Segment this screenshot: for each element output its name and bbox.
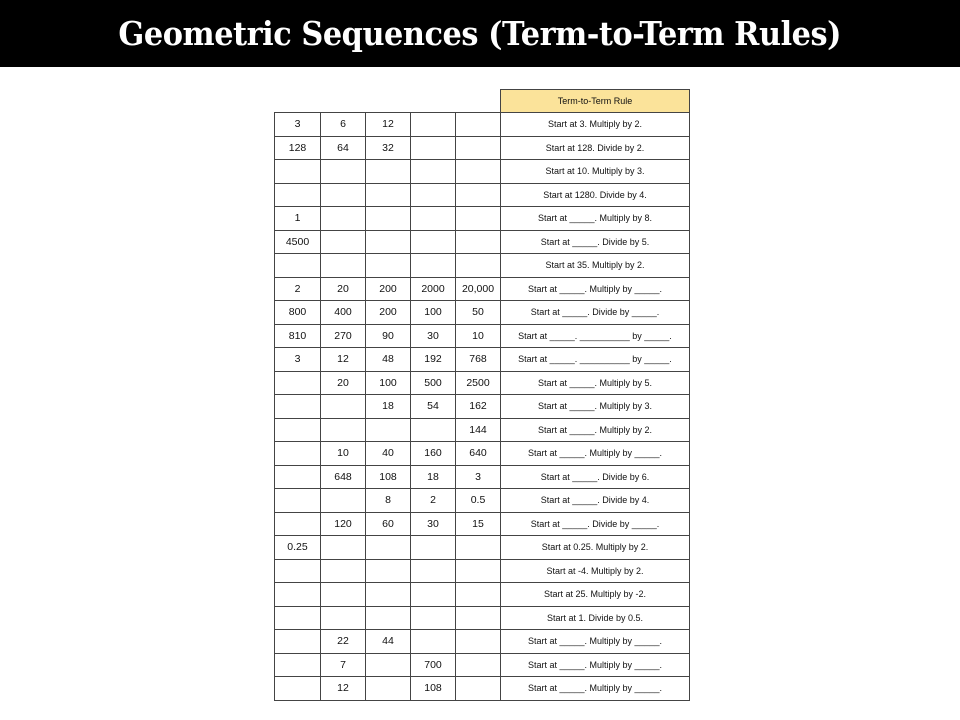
term-cell-2[interactable] [321, 583, 366, 607]
term-cell-2[interactable] [321, 254, 366, 278]
table-row [275, 653, 690, 677]
term-cell-4[interactable] [411, 136, 456, 160]
term-cell-3[interactable] [366, 653, 411, 677]
term-cell-1[interactable] [275, 653, 321, 677]
term-cell-4[interactable]: 54 [411, 395, 456, 419]
table-row [275, 348, 690, 372]
term-cell-1[interactable]: 810 [275, 324, 321, 348]
rule-cell[interactable]: Start at _____. Multiply by _____. [501, 277, 690, 301]
header-row [275, 90, 690, 113]
term-cell-3[interactable]: 48 [366, 348, 411, 372]
term-cell-5[interactable]: 50 [456, 301, 501, 325]
term-cell-4[interactable]: 192 [411, 348, 456, 372]
term-cell-3[interactable]: 12 [366, 113, 411, 137]
rule-cell[interactable]: Start at 3. Multiply by 2. [501, 113, 690, 137]
term-cell-1[interactable]: 1 [275, 207, 321, 231]
rule-cell[interactable]: Start at 10. Multiply by 3. [501, 160, 690, 184]
term-cell-5[interactable] [456, 630, 501, 654]
term-cell-1[interactable]: 0.25 [275, 536, 321, 560]
title-bar [0, 0, 960, 67]
term-cell-4[interactable]: 18 [411, 465, 456, 489]
term-cell-5[interactable]: 144 [456, 418, 501, 442]
term-cell-1[interactable] [275, 489, 321, 513]
term-cell-3[interactable]: 108 [366, 465, 411, 489]
term-cell-3[interactable] [366, 207, 411, 231]
term-cell-2[interactable] [321, 606, 366, 630]
table-row [275, 677, 690, 701]
term-cell-4[interactable] [411, 583, 456, 607]
table-row [275, 418, 690, 442]
term-cell-1[interactable] [275, 606, 321, 630]
term-cell-1[interactable]: 800 [275, 301, 321, 325]
term-cell-5[interactable] [456, 254, 501, 278]
rule-cell[interactable]: Start at 1. Divide by 0.5. [501, 606, 690, 630]
table-row [275, 254, 690, 278]
rule-cell[interactable]: Start at 35. Multiply by 2. [501, 254, 690, 278]
table-row [275, 489, 690, 513]
blank-header-cell [321, 90, 366, 113]
term-cell-2[interactable]: 64 [321, 136, 366, 160]
rule-cell[interactable]: Start at _____. Multiply by _____. [501, 653, 690, 677]
term-cell-4[interactable]: 2 [411, 489, 456, 513]
rule-cell[interactable]: Start at _____. Divide by 4. [501, 489, 690, 513]
blank-header-cell [275, 90, 321, 113]
term-cell-3[interactable]: 100 [366, 371, 411, 395]
term-cell-2[interactable] [321, 230, 366, 254]
rule-cell[interactable]: Start at _____. Divide by _____. [501, 301, 690, 325]
rule-cell[interactable]: Start at _____. Multiply by _____. [501, 630, 690, 654]
page-title: Geometric Sequences (Term-to-Term Rules) [118, 14, 842, 53]
table-row [275, 277, 690, 301]
term-cell-2[interactable] [321, 207, 366, 231]
term-cell-5[interactable]: 20,000 [456, 277, 501, 301]
term-cell-5[interactable] [456, 677, 501, 701]
rule-cell[interactable]: Start at -4. Multiply by 2. [501, 559, 690, 583]
rule-cell[interactable]: Start at 128. Divide by 2. [501, 136, 690, 160]
term-cell-2[interactable]: 7 [321, 653, 366, 677]
term-cell-2[interactable] [321, 489, 366, 513]
term-cell-1[interactable] [275, 442, 321, 466]
term-cell-3[interactable] [366, 677, 411, 701]
term-cell-5[interactable] [456, 136, 501, 160]
term-cell-2[interactable] [321, 559, 366, 583]
term-cell-5[interactable]: 15 [456, 512, 501, 536]
term-cell-5[interactable] [456, 559, 501, 583]
blank-header-cell [411, 90, 456, 113]
term-cell-2[interactable] [321, 183, 366, 207]
rule-cell[interactable]: Start at _____. __________ by _____. [501, 348, 690, 372]
blank-header-cell [456, 90, 501, 113]
term-cell-2[interactable]: 270 [321, 324, 366, 348]
table-row [275, 183, 690, 207]
term-cell-4[interactable]: 30 [411, 324, 456, 348]
term-cell-3[interactable] [366, 183, 411, 207]
rule-cell[interactable]: Start at _____. Divide by _____. [501, 512, 690, 536]
rule-column-header: Term-to-Term Rule [501, 90, 690, 113]
term-cell-4[interactable]: 2000 [411, 277, 456, 301]
worksheet [274, 89, 690, 701]
term-cell-3[interactable]: 32 [366, 136, 411, 160]
rule-cell[interactable]: Start at _____. Multiply by _____. [501, 677, 690, 701]
term-cell-1[interactable] [275, 160, 321, 184]
term-cell-2[interactable]: 20 [321, 277, 366, 301]
term-cell-1[interactable] [275, 371, 321, 395]
term-cell-1[interactable]: 3 [275, 348, 321, 372]
term-cell-4[interactable] [411, 113, 456, 137]
term-cell-5[interactable] [456, 583, 501, 607]
table-row [275, 442, 690, 466]
term-cell-1[interactable] [275, 418, 321, 442]
term-cell-3[interactable]: 90 [366, 324, 411, 348]
term-cell-3[interactable] [366, 418, 411, 442]
table-row [275, 160, 690, 184]
term-cell-2[interactable]: 648 [321, 465, 366, 489]
term-cell-5[interactable]: 640 [456, 442, 501, 466]
term-cell-2[interactable]: 22 [321, 630, 366, 654]
term-cell-4[interactable] [411, 254, 456, 278]
term-cell-4[interactable] [411, 160, 456, 184]
term-cell-5[interactable] [456, 230, 501, 254]
term-cell-2[interactable] [321, 418, 366, 442]
term-cell-5[interactable]: 3 [456, 465, 501, 489]
term-cell-3[interactable] [366, 230, 411, 254]
term-cell-4[interactable] [411, 183, 456, 207]
rule-cell[interactable]: Start at _____. Multiply by _____. [501, 442, 690, 466]
term-cell-4[interactable]: 500 [411, 371, 456, 395]
term-cell-2[interactable] [321, 160, 366, 184]
term-cell-2[interactable]: 10 [321, 442, 366, 466]
table-row [275, 395, 690, 419]
term-cell-5[interactable]: 768 [456, 348, 501, 372]
term-cell-5[interactable] [456, 160, 501, 184]
term-cell-1[interactable] [275, 630, 321, 654]
table-row [275, 630, 690, 654]
rule-cell[interactable]: Start at _____. Multiply by 3. [501, 395, 690, 419]
table-row [275, 559, 690, 583]
term-cell-2[interactable] [321, 536, 366, 560]
term-cell-1[interactable]: 3 [275, 113, 321, 137]
table-row [275, 512, 690, 536]
term-cell-3[interactable] [366, 559, 411, 583]
term-cell-3[interactable] [366, 536, 411, 560]
term-cell-1[interactable] [275, 512, 321, 536]
term-cell-4[interactable]: 30 [411, 512, 456, 536]
rule-cell[interactable]: Start at 0.25. Multiply by 2. [501, 536, 690, 560]
term-cell-5[interactable] [456, 536, 501, 560]
term-cell-1[interactable]: 4500 [275, 230, 321, 254]
term-cell-2[interactable]: 6 [321, 113, 366, 137]
term-cell-3[interactable]: 8 [366, 489, 411, 513]
term-cell-1[interactable] [275, 395, 321, 419]
term-cell-4[interactable]: 108 [411, 677, 456, 701]
term-cell-1[interactable] [275, 254, 321, 278]
term-cell-5[interactable]: 162 [456, 395, 501, 419]
table-row [275, 136, 690, 160]
rule-cell[interactable]: Start at _____. Multiply by 5. [501, 371, 690, 395]
table-row [275, 465, 690, 489]
term-cell-4[interactable]: 700 [411, 653, 456, 677]
term-cell-5[interactable] [456, 207, 501, 231]
term-cell-5[interactable] [456, 183, 501, 207]
term-cell-4[interactable] [411, 536, 456, 560]
table-row [275, 207, 690, 231]
rule-cell[interactable]: Start at _____. __________ by _____. [501, 324, 690, 348]
term-cell-4[interactable]: 100 [411, 301, 456, 325]
term-cell-3[interactable]: 60 [366, 512, 411, 536]
term-cell-5[interactable] [456, 113, 501, 137]
term-cell-1[interactable] [275, 465, 321, 489]
term-cell-4[interactable] [411, 207, 456, 231]
term-cell-5[interactable]: 10 [456, 324, 501, 348]
term-cell-2[interactable] [321, 395, 366, 419]
term-cell-4[interactable]: 160 [411, 442, 456, 466]
table-row [275, 324, 690, 348]
table-row [275, 113, 690, 137]
term-cell-2[interactable]: 120 [321, 512, 366, 536]
table-row [275, 583, 690, 607]
term-cell-2[interactable]: 12 [321, 677, 366, 701]
term-cell-4[interactable] [411, 630, 456, 654]
table-row [275, 536, 690, 560]
term-cell-1[interactable] [275, 583, 321, 607]
term-cell-2[interactable]: 20 [321, 371, 366, 395]
term-cell-3[interactable] [366, 160, 411, 184]
table-row [275, 301, 690, 325]
term-cell-5[interactable]: 0.5 [456, 489, 501, 513]
term-cell-5[interactable]: 2500 [456, 371, 501, 395]
table-row [275, 371, 690, 395]
term-cell-3[interactable]: 200 [366, 301, 411, 325]
term-cell-2[interactable]: 12 [321, 348, 366, 372]
term-cell-4[interactable] [411, 559, 456, 583]
term-cell-3[interactable] [366, 254, 411, 278]
term-cell-1[interactable]: 128 [275, 136, 321, 160]
term-cell-1[interactable] [275, 183, 321, 207]
term-cell-2[interactable]: 400 [321, 301, 366, 325]
blank-header-cell [366, 90, 411, 113]
term-cell-3[interactable]: 18 [366, 395, 411, 419]
rule-cell[interactable]: Start at _____. Multiply by 8. [501, 207, 690, 231]
table-row [275, 230, 690, 254]
term-cell-4[interactable] [411, 418, 456, 442]
rule-cell[interactable]: Start at 1280. Divide by 4. [501, 183, 690, 207]
term-cell-4[interactable] [411, 606, 456, 630]
table-row [275, 606, 690, 630]
sequence-table [274, 89, 690, 701]
rule-cell[interactable]: Start at _____. Divide by 6. [501, 465, 690, 489]
term-cell-5[interactable] [456, 653, 501, 677]
term-cell-3[interactable] [366, 606, 411, 630]
term-cell-3[interactable] [366, 583, 411, 607]
term-cell-1[interactable]: 2 [275, 277, 321, 301]
term-cell-5[interactable] [456, 606, 501, 630]
term-cell-3[interactable]: 44 [366, 630, 411, 654]
term-cell-3[interactable]: 40 [366, 442, 411, 466]
rule-cell[interactable]: Start at _____. Divide by 5. [501, 230, 690, 254]
term-cell-4[interactable] [411, 230, 456, 254]
rule-cell[interactable]: Start at _____. Multiply by 2. [501, 418, 690, 442]
term-cell-1[interactable] [275, 559, 321, 583]
term-cell-1[interactable] [275, 677, 321, 701]
term-cell-3[interactable]: 200 [366, 277, 411, 301]
rule-cell[interactable]: Start at 25. Multiply by -2. [501, 583, 690, 607]
